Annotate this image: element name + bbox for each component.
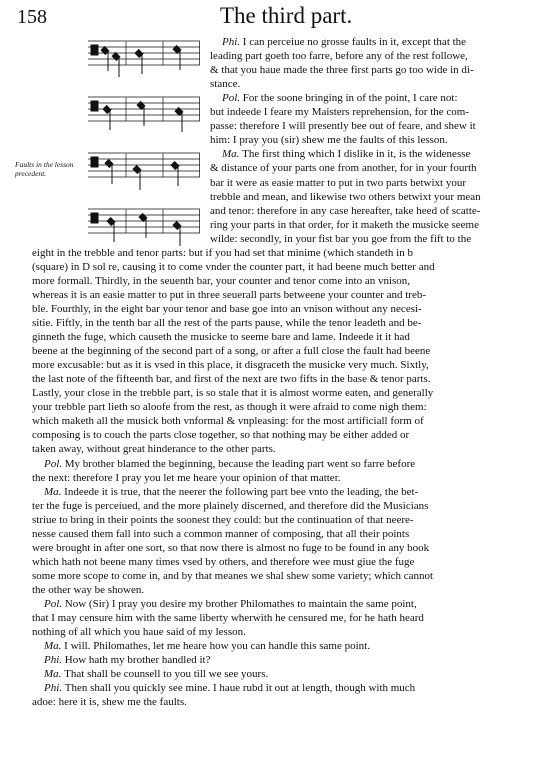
line-text: ble. Fourthly, in the eight bar your tenor and base goe into an vnison without any necesi- — [32, 302, 422, 315]
line-text: passe: therefore I will presently bee out of feare, and shew it — [210, 120, 476, 133]
text-line — [32, 288, 426, 302]
speaker-label: Ma. — [44, 640, 65, 653]
line-text: Then shall you quickly see mine. I haue rubd it out at length, though with much — [64, 682, 416, 695]
text-line — [32, 499, 428, 513]
line-text: ring your parts in that order, for it maketh the musicke seeme — [210, 218, 479, 231]
text-line — [32, 611, 424, 625]
text-line — [32, 274, 410, 288]
line-text: nesse caused them fall into such a common manner of composing, that all their points — [32, 527, 410, 540]
text-line — [32, 513, 414, 527]
speaker-label: Ma. — [222, 148, 243, 161]
line-text: whereas it is an easie matter to put in three seuerall parts betweene your counter and treb- — [32, 288, 427, 301]
line-text: striue to bring in their points the soonest they could: but the continuation of that neere- — [32, 513, 414, 526]
line-text: your trebble part lieth so aloofe from the rest, as though it were afraid to come nigh them: — [32, 401, 427, 414]
text-line — [210, 176, 466, 190]
speaker-label: Pol. — [44, 598, 65, 610]
line-text: the other way be showen. — [32, 583, 145, 596]
speaker-label: Pol. — [44, 457, 65, 470]
text-line — [210, 63, 474, 77]
line-text: the last note of the fifteenth bar, and first of the next are two fifts in the base & tenor parts. — [32, 373, 431, 386]
line-text: That shall be counsell to you till we see yours. — [64, 668, 269, 681]
text-line — [44, 639, 370, 653]
text-line — [32, 386, 433, 400]
line-text: composing is to couch the parts close together, so that nothing may be either added or — [32, 429, 410, 442]
music-notation — [88, 37, 200, 265]
text-line — [32, 302, 422, 316]
line-text: stance. — [210, 78, 241, 91]
line-text: were brought in after one sort, so that now there is almost no fuge to be found in any book — [32, 541, 430, 554]
text-line — [222, 147, 470, 161]
line-text: some more scope to come in, and by that meanes we shal shew some variety; which cannot — [32, 569, 434, 582]
speaker-label: Phi. — [44, 682, 65, 695]
text-line — [32, 471, 341, 485]
text-line — [32, 541, 429, 555]
text-line — [222, 91, 458, 105]
line-text: I will. Philomathes, let me heare how you can handle this same point. — [64, 640, 370, 653]
page-title: The third part. — [220, 3, 353, 28]
line-text: The first thing which I dislike in it, is the widenesse — [242, 148, 471, 161]
text-line — [44, 597, 417, 611]
line-text: sitie. Fiftly, in the tenth bar all the rest of the parts pause, while the tenor leadeth and be- — [32, 317, 422, 329]
line-text: taken away, without great hinderance to the other parts. — [32, 443, 276, 456]
text-line — [210, 232, 471, 246]
line-text: wilde: secondly, in your fist bar you goe from the fift to the — [210, 232, 472, 245]
line-text: beene at the beginning of the second part of a song, or after a full close the fault had beene — [32, 345, 431, 358]
text-line — [32, 358, 429, 372]
line-text: ter the fuge is perceiued, and the more plainely discerned, and therefore did the Musicians — [32, 499, 429, 512]
page-number: 158 — [17, 6, 47, 28]
text-line — [210, 204, 480, 218]
text-line — [32, 555, 414, 569]
line-text: adoe: here it is, shew me the faults. — [32, 696, 187, 709]
line-text: that I may censure him with the same liberty wherwith he censured me, for he hath heard — [32, 612, 424, 625]
speaker-label: Ma. — [44, 485, 65, 498]
text-line — [32, 428, 409, 442]
line-text: but indeede I feare my Maisters reprehension, for the com- — [210, 106, 470, 119]
text-line — [32, 260, 435, 274]
text-line — [210, 119, 476, 133]
line-text: trebble and mean, and likewise two others betwixt your mean — [210, 190, 481, 203]
text-line — [32, 583, 144, 597]
line-text: which maketh all the musick both vnformal & vnpleasing: for the most artificiall form of — [32, 415, 424, 428]
margin-note: Faults in the lesson precedent. — [15, 160, 74, 178]
text-line — [32, 344, 430, 358]
text-line — [210, 161, 477, 175]
text-line — [210, 133, 448, 147]
text-line — [32, 527, 409, 541]
line-text: more formall. Thirdly, in the seuenth bar, your counter and tenor come into an vnison, — [32, 274, 411, 287]
line-text: which hath not beene many times vsed by others, and therefore wee must giue the fuge — [32, 555, 415, 568]
text-line — [32, 372, 431, 386]
text-line — [44, 653, 211, 667]
text-line — [32, 414, 424, 428]
text-line — [32, 246, 413, 260]
line-text: Now (Sir) I pray you desire my brother Philomathes to maintain the same point, — [64, 598, 417, 610]
text-line — [32, 316, 421, 330]
line-text: How hath my brother handled it? — [64, 654, 211, 667]
speaker-label: Ma. — [44, 668, 65, 681]
text-line — [222, 35, 466, 49]
text-line — [32, 330, 410, 344]
line-text: My brother blamed the beginning, because the leading part went so farre before — [64, 457, 416, 470]
line-text: ginneth the fuge, which causeth the musicke to seeme bare and lame. Indeede it it had — [32, 331, 410, 344]
line-text: Lastly, your close in the trebble part, is so stale that it is almost worme eaten, and generally — [32, 387, 434, 400]
text-line — [210, 105, 469, 119]
line-text: and tenor: therefore in any case hereafter, take heed of scatte- — [210, 204, 481, 217]
line-text: (square) in D sol re, causing it to come vnder the counter part, it had beene much better and — [32, 260, 435, 273]
line-text: I can perceiue no grosse faults in it, except that the — [242, 36, 467, 48]
text-line — [32, 695, 187, 709]
speaker-label: Pol. — [222, 92, 243, 105]
text-line — [32, 400, 427, 414]
line-text: bar it were as easie matter to put in two parts betwixt your — [210, 176, 466, 189]
line-text: leading part goeth too farre, before any of the rest followe, — [210, 50, 468, 63]
line-text: more excusable: but as it is vsed in this place, it disgraceth the musicke very much. Sixtly, — [32, 359, 429, 372]
text-line — [210, 77, 240, 91]
text-line — [210, 190, 481, 204]
speaker-label: Phi. — [222, 36, 243, 48]
text-line — [32, 569, 433, 583]
line-text: For the soone bringing in of the point, I care not: — [242, 92, 458, 105]
text-line — [44, 457, 415, 471]
line-text: the next: therefore I pray you let me heare your opinion of that matter. — [32, 471, 341, 484]
line-text: eight in the trebble and tenor parts: but if you had set that minime (which standeth in b — [32, 246, 413, 259]
text-line — [32, 625, 246, 639]
line-text: nothing of all which you haue said of my lesson. — [32, 626, 246, 639]
line-text: him: I pray you (sir) shew me the faults of this lesson. — [210, 134, 448, 147]
text-line — [210, 218, 479, 232]
text-line — [44, 667, 268, 681]
line-text: & distance of your parts one from another, for in your fourth — [210, 162, 477, 175]
text-line — [32, 442, 276, 456]
speaker-label: Phi. — [44, 654, 65, 667]
text-line — [44, 485, 418, 499]
line-text: & that you haue made the three first parts go too wide in di- — [210, 64, 474, 77]
text-line — [210, 49, 468, 63]
line-text: Indeede it is true, that the neerer the following part bee vnto the leading, the bet- — [64, 485, 419, 498]
text-line — [44, 681, 415, 695]
